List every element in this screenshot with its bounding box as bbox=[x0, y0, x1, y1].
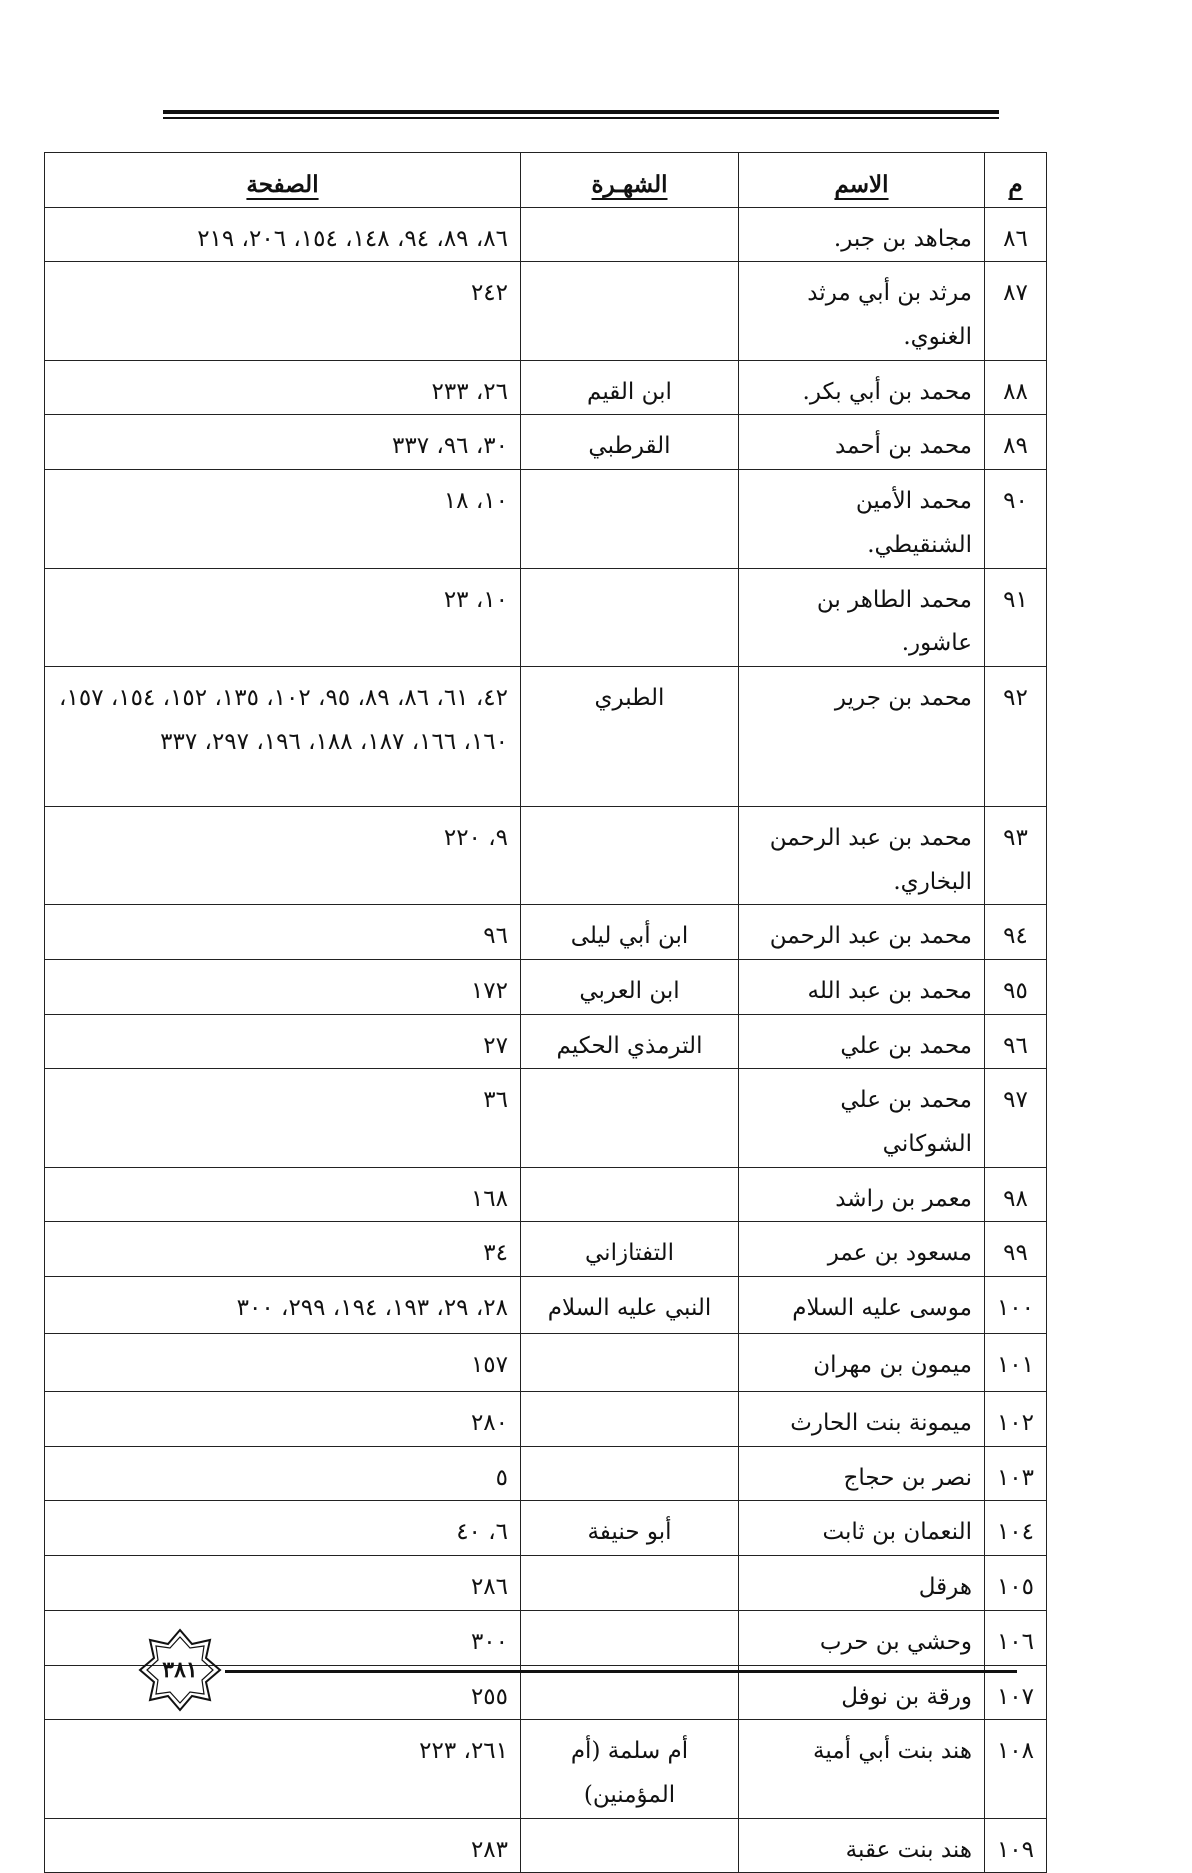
cell-num: ١٠١ bbox=[985, 1334, 1047, 1392]
cell-num: ٩٧ bbox=[985, 1069, 1047, 1167]
cell-num: ١٠٥ bbox=[985, 1556, 1047, 1611]
table-row bbox=[45, 666, 1047, 806]
cell-num: ٩٨ bbox=[985, 1167, 1047, 1222]
cell-fame: القرطبي bbox=[521, 415, 739, 470]
cell-name: محمد بن أبي بكر. bbox=[739, 360, 985, 415]
cell-num: ١٠٣ bbox=[985, 1446, 1047, 1501]
cell-num: ١٠٤ bbox=[985, 1501, 1047, 1556]
table-row bbox=[45, 360, 1047, 415]
table-row bbox=[45, 1818, 1047, 1873]
cell-num: ٩٢ bbox=[985, 666, 1047, 806]
cell-name: مرثد بن أبي مرثد الغنوي. bbox=[739, 262, 985, 360]
table-row bbox=[45, 806, 1047, 904]
cell-name: النعمان بن ثابت bbox=[739, 1501, 985, 1556]
cell-fame: ابن العربي bbox=[521, 959, 739, 1014]
cell-fame: الترمذي الحكيم bbox=[521, 1014, 739, 1069]
cell-num: ١٠٩ bbox=[985, 1818, 1047, 1873]
cell-name: محمد بن عبد الله bbox=[739, 959, 985, 1014]
cell-fame: أم سلمة (أم المؤمنين) bbox=[521, 1720, 739, 1818]
cell-num: ٩٥ bbox=[985, 959, 1047, 1014]
cell-pages: ٢٦، ٢٣٣ bbox=[45, 360, 521, 415]
cell-fame bbox=[521, 207, 739, 262]
table-row bbox=[45, 1222, 1047, 1277]
cell-pages: ٩، ٢٢٠ bbox=[45, 806, 521, 904]
cell-pages: ٢٦١، ٢٢٣ bbox=[45, 1720, 521, 1818]
top-rule-thick bbox=[163, 110, 999, 114]
cell-fame: ابن أبي ليلى bbox=[521, 905, 739, 960]
cell-pages: ٤٢، ٦١، ٨٦، ٨٩، ٩٥، ١٠٢، ١٣٥، ١٥٢، ١٥٤، ١٥٧، ١٦٠، ١٦٦، ١٨٧، ١٨٨، ١٩٦، ٢٩٧، ٣٣٧ bbox=[45, 666, 521, 806]
header-fame: الشهـرة bbox=[521, 153, 739, 208]
cell-name: وحشي بن حرب bbox=[739, 1610, 985, 1665]
cell-name: ورقة بن نوفل bbox=[739, 1665, 985, 1720]
table-row bbox=[45, 470, 1047, 568]
cell-pages: ٢٨٣ bbox=[45, 1818, 521, 1873]
table-row bbox=[45, 1446, 1047, 1501]
cell-num: ١٠٦ bbox=[985, 1610, 1047, 1665]
table-row bbox=[45, 207, 1047, 262]
top-rule-thin bbox=[163, 117, 999, 119]
cell-pages: ٣٠٠ bbox=[45, 1610, 521, 1665]
table-row bbox=[45, 1720, 1047, 1818]
footer-rule bbox=[225, 1670, 1017, 1673]
page-number: ٣٨١ bbox=[162, 1657, 198, 1683]
page-number-ornament bbox=[138, 1628, 222, 1712]
cell-num: ٨٧ bbox=[985, 262, 1047, 360]
table-row bbox=[45, 1501, 1047, 1556]
cell-fame bbox=[521, 1610, 739, 1665]
cell-name: موسى عليه السلام bbox=[739, 1277, 985, 1334]
cell-name: ميمونة بنت الحارث bbox=[739, 1392, 985, 1447]
cell-fame bbox=[521, 1665, 739, 1720]
cell-fame bbox=[521, 470, 739, 568]
cell-name: محمد بن عبد الرحمن bbox=[739, 905, 985, 960]
cell-name: ميمون بن مهران bbox=[739, 1334, 985, 1392]
table-row bbox=[45, 415, 1047, 470]
cell-pages: ٩٦ bbox=[45, 905, 521, 960]
table-row bbox=[45, 1069, 1047, 1167]
cell-fame: النبي عليه السلام bbox=[521, 1277, 739, 1334]
cell-num: ١٠٨ bbox=[985, 1720, 1047, 1818]
table-row bbox=[45, 959, 1047, 1014]
header-row bbox=[45, 153, 1047, 208]
cell-pages: ١٦٨ bbox=[45, 1167, 521, 1222]
cell-name: هرقل bbox=[739, 1556, 985, 1611]
cell-name: هند بنت عقبة bbox=[739, 1818, 985, 1873]
cell-pages: ١٠، ٢٣ bbox=[45, 568, 521, 666]
cell-name: نصر بن حجاج bbox=[739, 1446, 985, 1501]
cell-fame bbox=[521, 806, 739, 904]
table-row bbox=[45, 1014, 1047, 1069]
header-name: الاسم bbox=[739, 153, 985, 208]
header-num: م bbox=[985, 153, 1047, 208]
cell-name: محمد الطاهر بن عاشور. bbox=[739, 568, 985, 666]
cell-fame bbox=[521, 1818, 739, 1873]
cell-num: ١٠٧ bbox=[985, 1665, 1047, 1720]
table-row bbox=[45, 1556, 1047, 1611]
cell-name: محمد بن عبد الرحمن البخاري. bbox=[739, 806, 985, 904]
table-row bbox=[45, 1392, 1047, 1447]
cell-num: ٩١ bbox=[985, 568, 1047, 666]
table-row bbox=[45, 568, 1047, 666]
cell-num: ٩٣ bbox=[985, 806, 1047, 904]
cell-pages: ٢٨٦ bbox=[45, 1556, 521, 1611]
cell-num: ١٠٠ bbox=[985, 1277, 1047, 1334]
cell-num: ٩٦ bbox=[985, 1014, 1047, 1069]
cell-pages: ١٥٧ bbox=[45, 1334, 521, 1392]
cell-num: ٨٩ bbox=[985, 415, 1047, 470]
cell-pages: ٣٦ bbox=[45, 1069, 521, 1167]
table-row bbox=[45, 905, 1047, 960]
cell-fame bbox=[521, 1069, 739, 1167]
cell-pages: ٢٥٥ bbox=[45, 1665, 521, 1720]
header-pages: الصفحة bbox=[45, 153, 521, 208]
cell-fame bbox=[521, 262, 739, 360]
cell-name: محمد بن علي bbox=[739, 1014, 985, 1069]
cell-name: محمد بن جرير bbox=[739, 666, 985, 806]
cell-name: محمد بن أحمد bbox=[739, 415, 985, 470]
index-table bbox=[44, 152, 1047, 1873]
cell-name: مسعود بن عمر bbox=[739, 1222, 985, 1277]
cell-pages: ٣٠، ٩٦، ٣٣٧ bbox=[45, 415, 521, 470]
cell-pages: ١٧٢ bbox=[45, 959, 521, 1014]
cell-fame: أبو حنيفة bbox=[521, 1501, 739, 1556]
cell-pages: ٨٦، ٨٩، ٩٤، ١٤٨، ١٥٤، ٢٠٦، ٢١٩ bbox=[45, 207, 521, 262]
cell-pages: ١٠، ١٨ bbox=[45, 470, 521, 568]
cell-pages: ٥ bbox=[45, 1446, 521, 1501]
cell-name: هند بنت أبي أمية bbox=[739, 1720, 985, 1818]
table-row bbox=[45, 1167, 1047, 1222]
cell-pages: ٦، ٤٠ bbox=[45, 1501, 521, 1556]
cell-num: ٩٤ bbox=[985, 905, 1047, 960]
cell-name: محمد الأمين الشنقيطي. bbox=[739, 470, 985, 568]
cell-fame bbox=[521, 1167, 739, 1222]
cell-fame bbox=[521, 1556, 739, 1611]
table-row bbox=[45, 1277, 1047, 1334]
cell-pages: ٣٤ bbox=[45, 1222, 521, 1277]
cell-num: ٨٦ bbox=[985, 207, 1047, 262]
cell-num: ٩٠ bbox=[985, 470, 1047, 568]
cell-name: معمر بن راشد bbox=[739, 1167, 985, 1222]
cell-fame: ابن القيم bbox=[521, 360, 739, 415]
cell-fame: الطبري bbox=[521, 666, 739, 806]
cell-num: ٩٩ bbox=[985, 1222, 1047, 1277]
cell-num: ٨٨ bbox=[985, 360, 1047, 415]
cell-fame bbox=[521, 568, 739, 666]
cell-num: ١٠٢ bbox=[985, 1392, 1047, 1447]
table-row bbox=[45, 262, 1047, 360]
cell-name: مجاهد بن جبر. bbox=[739, 207, 985, 262]
cell-pages: ٢٨٠ bbox=[45, 1392, 521, 1447]
table-row bbox=[45, 1334, 1047, 1392]
cell-pages: ٢٨، ٢٩، ١٩٣، ١٩٤، ٢٩٩، ٣٠٠ bbox=[45, 1277, 521, 1334]
cell-pages: ٢٧ bbox=[45, 1014, 521, 1069]
cell-fame: التفتازاني bbox=[521, 1222, 739, 1277]
cell-fame bbox=[521, 1446, 739, 1501]
cell-fame bbox=[521, 1334, 739, 1392]
cell-pages: ٢٤٢ bbox=[45, 262, 521, 360]
cell-fame bbox=[521, 1392, 739, 1447]
cell-name: محمد بن علي الشوكاني bbox=[739, 1069, 985, 1167]
